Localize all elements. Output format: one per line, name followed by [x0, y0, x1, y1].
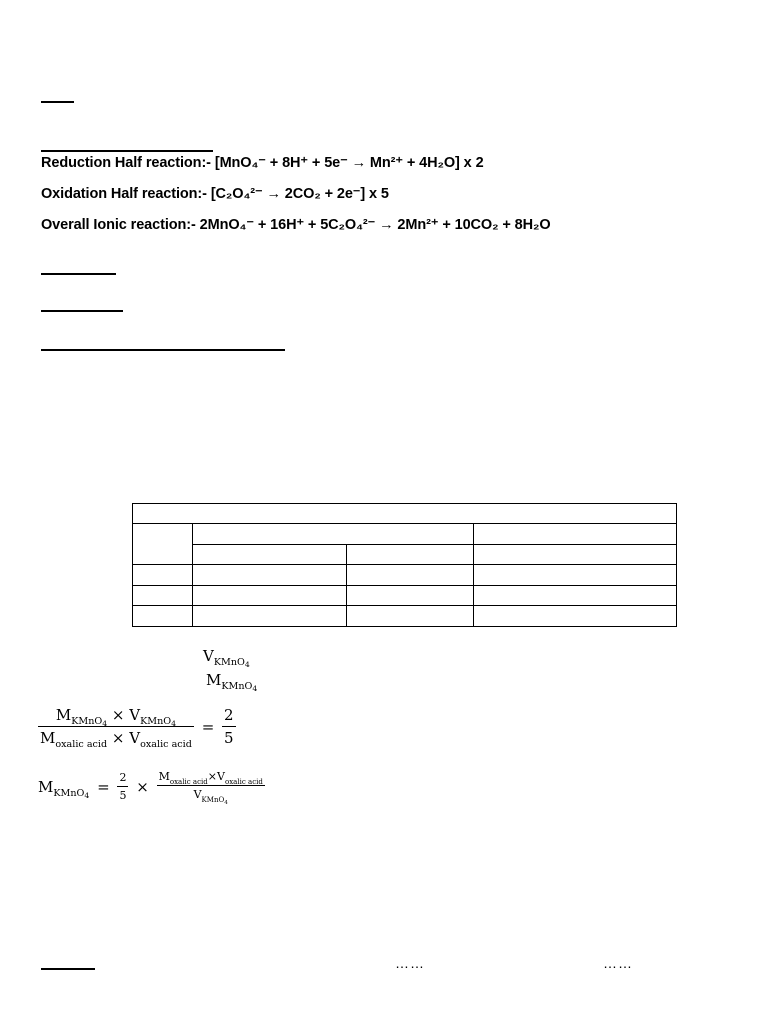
table-header-cell	[474, 545, 677, 565]
oxidation-half-reaction	[41, 186, 389, 202]
volume-molarity-fraction: $\frac{M_{oxalic acid}\times V_{oxalic acid}}{V_{KMnO_4}}$	[158, 770, 263, 806]
heading-underline-2	[41, 150, 213, 152]
v-kmno4-symbol: $V_{KMnO_4}$	[203, 647, 250, 669]
reduction-equation: [MnO₄⁻ + 8H⁺ + 5e⁻ → Mn²⁺ + 4H₂O] x 2	[214, 155, 484, 171]
heading-underline-4	[41, 310, 123, 312]
table-title-cell	[133, 504, 677, 524]
observation-table	[132, 503, 677, 627]
table-header-cell	[193, 524, 474, 545]
heading-underline-3	[41, 273, 116, 275]
table-header-cell	[193, 545, 347, 565]
fill-in-dots-1: ……	[395, 955, 425, 971]
ratio-fraction-right: $\frac{2}{5}$	[224, 706, 234, 747]
table-row	[133, 586, 677, 606]
oxidation-label: Oxidation Half reaction:-	[41, 186, 207, 202]
molarity-ratio-equation: $\frac{M_{KMnO_4} \times V_{KMnO_4}}{M_{oxalic acid} \times V_{oxalic acid}}$ = $\frac{2}{5}$	[40, 706, 234, 750]
reduction-label: Reduction Half reaction:-	[41, 155, 211, 171]
overall-ionic-reaction	[41, 217, 551, 233]
heading-underline-1	[41, 101, 74, 103]
overall-equation: 2MnO₄⁻ + 16H⁺ + 5C₂O₄²⁻ → 2Mn²⁺ + 10CO₂ + 8H₂O	[199, 217, 551, 233]
oxidation-equation: [C₂O₄²⁻ → 2CO₂ + 2e⁻] x 5	[210, 186, 389, 202]
table-header-cell	[347, 545, 474, 565]
table-row	[133, 565, 677, 586]
heading-underline-6	[41, 968, 95, 970]
reduction-half-reaction	[41, 155, 484, 171]
overall-label: Overall Ionic reaction:-	[41, 217, 196, 233]
ratio-fraction-left: $\frac{M_{KMnO_4} \times V_{KMnO_4}}{M_{oxalic acid} \times V_{oxalic acid}}$	[40, 706, 192, 750]
m-kmno4-symbol: $M_{KMnO_4}$	[206, 671, 258, 693]
table-header-cell	[474, 524, 677, 545]
table-header-cell	[133, 524, 193, 565]
two-fifths-fraction: $\frac{2}{5}$	[119, 771, 127, 802]
fill-in-dots-2: ……	[603, 955, 633, 971]
molarity-kmno4-equation: $M_{KMnO_4}$ = $\frac{2}{5}$ × $\frac{M_{oxalic acid}\times V_{oxalic acid}}{V_{KMnO_4}}$	[38, 770, 263, 806]
table-row	[133, 606, 677, 627]
heading-underline-5	[41, 349, 285, 351]
